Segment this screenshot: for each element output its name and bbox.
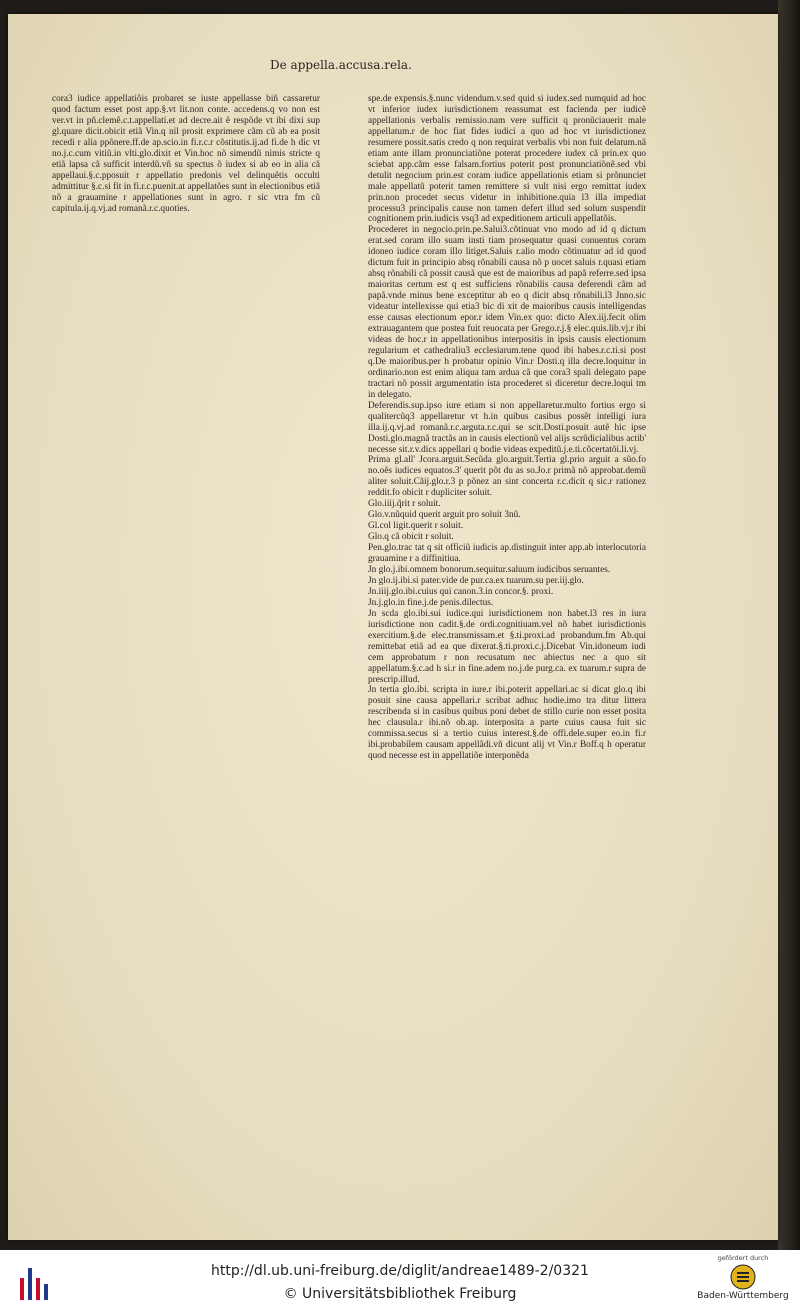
- book-edge: [778, 0, 800, 1250]
- copyright-text: © Universitätsbibliothek Freiburg: [283, 1286, 517, 1302]
- left-column-text: cora3 iudice appellatiõis probaret se iuste appellasse biñ cassaretur quod factum esset post app.§.vt lit.non conte. accedens.q vo non est ver.vt in pñ.clemẽ.c.t.appellati.et ad decre.ait ẽ respõde vt ibi dixi sup gl.quare dicit.obicit etiã Vin.q nil prosit exprimere cãm cũ ab ea posit recedi r alia ppõnere.ff.de ap.scio.in fi.r.c.r cõstitutis.ij.ad fi.de h dic vt no.j.c.cum vitiũ.in vlti.glo.dixit et Vin.hoc nõ simendũ nimis stricte q etiã lapsa cã sufficit interdũ.vñ su spectus õ iudex si ab eo in alia cã appellaui.§.c.pposuit r appellatio predonis vel delinquẽtis occulti admittitur §.c.si fit in fi.r.c.puenit.at appellatões sunt in electionibus etiã nõ a grauamine r appellationes sunt in agro. r sic vtra fm cũ capitula.ij.q.vj.ad romanã.r.c.quoties.: [52, 94, 320, 214]
- right-paragraph: Jn glo.j.ibi.omnem bonorum.sequitur.saluum iudicibus seruantes.: [368, 564, 611, 575]
- right-paragraph: Glo.v.nũquid querit arguit pro soluit 3nũ.: [368, 510, 521, 521]
- right-paragraph: Deferendis.sup.ipso iure etiam si non appellaretur.multo fortius ergo si qualitercũq3 appellaretur vt h.in quibus casibus possẽt intelligi iura illa.ij.q.vj.ad romanã.r.c.arguta.r.c.qui se scit.Dosti.posuit autẽ hic ipse Dosti.glo.magnã tractãs an in causis electionũ vel alijs scrũdicialibus actib' necesse sit.r.v.dics appellari q bodie videas expeditũ.j.e.ti.cõcertatõi.li.vj.: [368, 400, 646, 455]
- left-column: [52, 94, 320, 1034]
- right-paragraph: Procederet in negocio.prin.pe.Salui3.cõtinuat vno modo ad id q dictum erat.sed coram illo suam insti tiam prosequatur quasi conuentus coram idoneo iudice coram illo litiget.Saluis r.alio modo cõtinuatur ad id quod dictum fuit in principio absq rõnabili causa nõ p uocet saluis r.quasi etiam absq rõnabili cã possit causã que est de maioribus ad papã referre.sed ipsa maioritas certum est q est sufficiens rõnabilis causa deferendi cãm ad papã.vnde minus bene exceptitur ab eo q dicit absq rõnabili.l3 Jnno.sic videatur intellexisse qui etia3 bic di xit de maioribus causis intelligendas esse causas electionum epor.r idem Vin.ex quo: dicto Alex.iij.fecit olim extrauagantem que postea fuit reuocata per Grego.r.j.§ elec.quis.lib.vj.r ibi videas de hoc.r in appellationibus interpositis in ipsis causis electionum regularium et cathedraliu3 ecclesiarum.tene quod ibi habes.r.c.ti.si post q.De maioribus.per h probatur opinio Vin.r Dosti.q illa decre.loquitur in ordinario.non est enim aliqua tam ardua cã que cora3 spali delegato pape tractari nõ possit argumentatio ista procederet si diceretur decre.loqui tm in delegato.: [368, 225, 646, 400]
- right-paragraph: Jn scda glo.ibi.sui iudice.qui iurisdictionem non habet.l3 res in iura iurisdictione non cadit.§.de ordi.cognitiuam.vel nõ habet iurisdictionis exercitium.§.de elec.transmissam.et §.ti.proxi.ad probandum.fm Ab.qui remittebat etiã ad ea que dixerat.§.ti.proxi.c.j.Dicebat Vin.idoneum iudi cem approbatum r non recusatum nec abiectus nec a quo sit appellatum.§.c.ad h si.r in fine.adem no.j.de purg.ca. ex tuarum.r supra de prescrip.illud.: [368, 608, 646, 685]
- sponsor-block: [688, 1252, 798, 1308]
- footer-bar: [0, 1250, 800, 1310]
- right-paragraph: Glo.iiij.q̃rit r soluit.: [368, 499, 441, 510]
- state-crest-icon: [730, 1264, 756, 1290]
- right-paragraph: Glo.q cã obicit r soluit.: [368, 532, 454, 543]
- sponsor-name: Baden-Württemberg: [697, 1291, 789, 1301]
- right-paragraph: Jn.iiij.glo.ibi.cuius qui canon.3.in concor.§. proxi.: [368, 586, 554, 597]
- right-paragraph: Gl.col ligit.querit r soluit.: [368, 521, 464, 532]
- manuscript-page: [8, 14, 778, 1240]
- right-paragraph: Jn glo.ij.ibi.si pater.vide de pur.ca.ex tuarum.su per.iij.glo.: [368, 575, 584, 586]
- right-paragraph: Jn.j.glo.in fine.j.de penis.dilectus.: [368, 597, 494, 608]
- right-column: [368, 94, 646, 1024]
- right-paragraph: Prima gl.all' Jcora.arguit.Secũda glo.arguit.Tertia gl.prio arguit a sũo.fo no.oẽs iudices equatos.3' querit põt du as so.Jo.r primã nõ approbat.demũ aliter soluit.Cãij.glo.r.3 p põnez an sint concerta r.c.dicit q sic.r rationez reddit.fo obicit r dupliciter soluit.: [368, 455, 646, 499]
- right-paragraph: Jn tertia glo.ibi. scripta in iure.r ibi.poterit appellari.ac si dicat glo.q ibi posuit sine causa appellari.r scribat adhuc hodie.imo tra ditur littera rescribenda si in casibus quibus poni debet de stillo curie non esset posita hec clausula.r ibi.nõ ob.ap. interposita a parte cuius causa fuit sic commissa.secus si a tertio cuius interest.§.de offi.dele.super eo.in fi.r ibi.probabilem causam appellãdi.vñ dicunt alij vt Vin.r Boff.q h operatur quod necesse est in appellatiõe interponẽda: [368, 685, 646, 762]
- running-head: De appella.accusa.rela.: [270, 58, 412, 72]
- right-paragraph: spe.de expensis.§.nunc videndum.v.sed quid si iudex.sed numquid ad hoc vt inferior iudex iurisdictionem reassumat est facienda per iudicẽ appellationis verbalis remissio.nam vere sufficit q pronũciauerit male appellatum.r de hoc fiat fides iudici a quo ad hoc vt iurisdictionez resumere possit.satis credo q non requirat verbalis vbi non fuit delatum.nã etiam ante illam pronunciatiõne poterat procedere iudex cã prin.ex quo sciebat app.cãm esse falsam.fortius poterit post pronunciatiõnẽ.sed vbi detulit negocium prin.est coram iudice appellationis etiam si prõnunciet male appellatũ poterit tamen remittere si vult nisi ergo remittat iudex prin.non procedet secus videtur in inhibitione.quia l3 illa impediat processu3 principalis cause non tamen defert illud sed solum suspendit cognitionem prin.iudicis vsq3 ad expeditionem articuli appellatõis.: [368, 94, 646, 225]
- right-paragraph: Pen.glo.trac tat q sit officiũ iudicis ap.distinguit inter app.ab interlocutoria grauamine r a diffinitiua.: [368, 543, 646, 565]
- permalink-url[interactable]: http://dl.ub.uni-freiburg.de/diglit/andreae1489-2/0321: [211, 1263, 589, 1279]
- sponsor-label: gefördert durch: [717, 1254, 769, 1262]
